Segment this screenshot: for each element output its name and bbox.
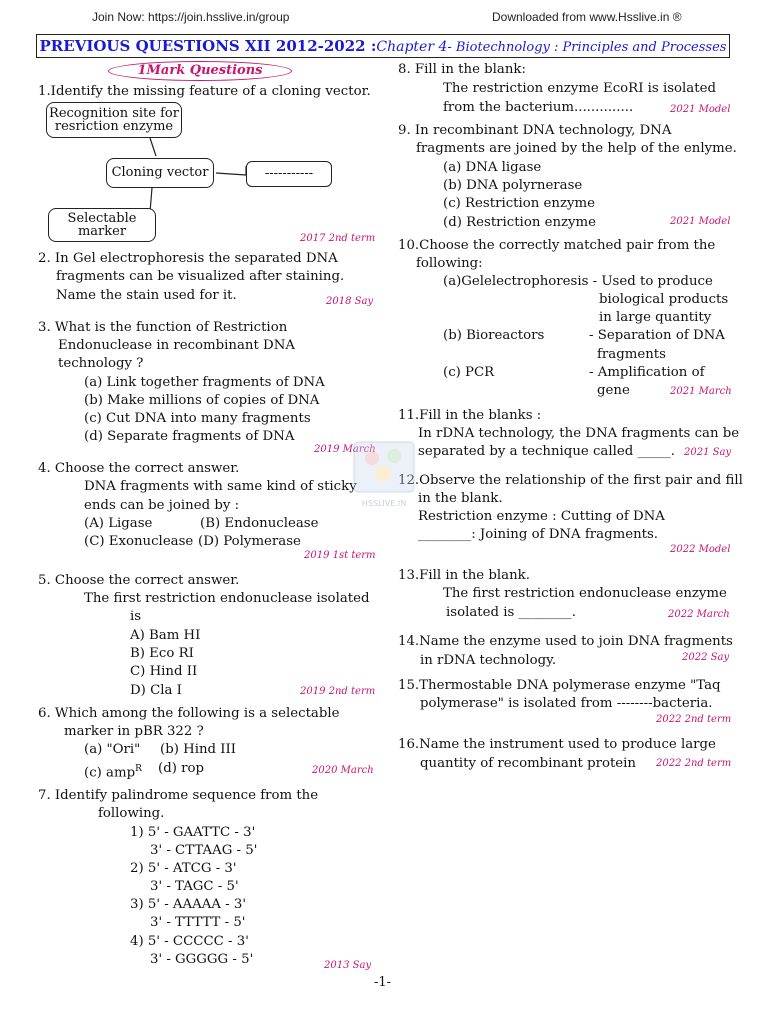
q11-tag: 2021 Say <box>684 447 732 458</box>
q10-row-c: (c) PCR <box>443 365 495 380</box>
connector-blank <box>216 173 246 175</box>
q7-option-3a: 3) 5' - AAAAA - 3' <box>130 897 247 912</box>
q8-tag: 2021 Model <box>670 104 731 115</box>
box-cloning-vector: Cloning vector <box>106 158 214 188</box>
q11-line3: separated by a technique called _____. <box>418 444 675 459</box>
q12-line2: in the blank. <box>418 491 503 506</box>
q15-tag: 2022 2nd term <box>656 714 732 725</box>
q5-option-b: B) Eco RI <box>130 646 194 661</box>
q6-option-c-text: (c) amp <box>84 765 136 781</box>
q3-option-a: (a) Link together fragments of DNA <box>84 375 325 390</box>
q10-row-c-match: - Amplification of <box>589 365 705 380</box>
q7-option-1a: 1) 5' - GAATTC - 3' <box>130 825 256 840</box>
q5-option-d: D) Cla I <box>130 683 182 698</box>
hsslive-watermark-logo <box>352 440 416 512</box>
q9-option-a: (a) DNA ligase <box>443 160 542 175</box>
q9-tag: 2021 Model <box>670 216 731 227</box>
q10-line1: 10.Choose the correctly matched pair from the <box>398 238 716 253</box>
q2-line2: fragments can be visualized after staining. <box>56 269 345 284</box>
q16-line2: quantity of recombinant protein <box>420 756 636 771</box>
title-years: PREVIOUS QUESTIONS XII 2012-2022 : <box>39 37 377 55</box>
q14-tag: 2022 Say <box>682 652 730 663</box>
q10-line2: following: <box>416 256 483 271</box>
q6-line1: 6. Which among the following is a selectable <box>38 706 340 721</box>
q13-line1: 13.Fill in the blank. <box>398 568 530 583</box>
q3-line3: technology ? <box>58 356 144 371</box>
box-selectable-line2: marker <box>77 224 127 239</box>
q4-option-a: (A) Ligase <box>84 516 153 531</box>
q9-line1: 9. In recombinant DNA technology, DNA <box>398 123 672 138</box>
q2-line3: Name the stain used for it. <box>56 288 237 303</box>
q7-option-2a: 2) 5' - ATCG - 3' <box>130 861 237 876</box>
q13-tag: 2022 March <box>668 609 730 620</box>
q6-option-c-sup: R <box>135 764 142 774</box>
q8-line2: The restriction enzyme EcoRI is isolated <box>443 81 716 96</box>
q7-option-2b: 3' - TAGC - 5' <box>150 879 239 894</box>
download-source: Downloaded from www.Hsslive.in ® <box>492 10 682 24</box>
q6-tag: 2020 March <box>312 765 374 776</box>
q7-option-4a: 4) 5' - CCCCC - 3' <box>130 934 249 949</box>
q4-line1: 4. Choose the correct answer. <box>38 461 240 476</box>
q3-line2: Endonuclease in recombinant DNA <box>58 338 295 353</box>
q11-line1: 11.Fill in the blanks : <box>398 408 542 423</box>
watermark-figure-2 <box>387 449 401 463</box>
q7-line1: 7. Identify palindrome sequence from the <box>38 788 319 803</box>
title-chapter: Chapter 4 <box>376 39 448 55</box>
q9-line2: fragments are joined by the help of the enlyme. <box>416 141 737 156</box>
q10-row-a3: in large quantity <box>599 310 712 325</box>
q10-row-b2: fragments <box>597 347 666 362</box>
q3-tag: 2019 March <box>314 444 376 455</box>
q15-line2: polymerase" is isolated from --------bacteria. <box>420 696 713 711</box>
q7-tag: 2013 Say <box>324 960 372 971</box>
q4-line2: DNA fragments with same kind of sticky <box>84 479 357 494</box>
q2-tag: 2018 Say <box>326 296 374 307</box>
q13-line3: isolated is ________. <box>446 605 576 620</box>
box-recognition-line1: Recognition site for <box>49 106 179 121</box>
q7-option-3b: 3' - TTTTT - 5' <box>150 915 246 930</box>
q4-option-b: (B) Endonuclease <box>200 516 319 531</box>
watermark-figure-3 <box>375 466 391 482</box>
q1-tag: 2017 2nd term <box>300 233 376 244</box>
q3-option-c: (c) Cut DNA into many fragments <box>84 411 311 426</box>
q6-line2: marker in pBR 322 ? <box>64 724 204 739</box>
section-title: 1Mark Questions <box>108 61 292 81</box>
q9-option-c: (c) Restriction enzyme <box>443 196 595 211</box>
q12-line1: 12.Observe the relationship of the first pair and fill <box>398 473 743 488</box>
watermark-text: HSSLIVE.IN <box>361 499 407 508</box>
q4-option-d: (D) Polymerase <box>198 534 301 549</box>
q15-line1: 15.Thermostable DNA polymerase enzyme "Taq <box>398 678 721 693</box>
q10-row-c2: gene <box>597 383 630 398</box>
q5-line3: is <box>130 609 142 624</box>
q10-row-b-match: - Separation of DNA <box>589 328 725 343</box>
q16-tag: 2022 2nd term <box>656 758 732 769</box>
q8-line3: from the bacterium.............. <box>443 100 634 115</box>
q16-line1: 16.Name the instrument used to produce large <box>398 737 716 752</box>
q5-option-a: A) Bam HI <box>130 628 201 643</box>
q6-option-b: (b) Hind III <box>160 742 237 757</box>
q9-option-d: (d) Restriction enzyme <box>443 215 597 230</box>
q3-option-d: (d) Separate fragments of DNA <box>84 429 295 444</box>
connector-recognition <box>150 138 156 156</box>
q10-row-a2: biological products <box>599 292 729 307</box>
box-missing-feature: ----------- <box>246 161 332 187</box>
q7-option-4b: 3' - GGGGG - 5' <box>150 952 254 967</box>
top-bar <box>0 10 768 28</box>
q12-line4: ________: Joining of DNA fragments. <box>418 527 659 542</box>
title-topic: - Biotechnology : Principles and Processes <box>447 40 727 55</box>
q2-line1: 2. In Gel electrophoresis the separated DNA <box>38 251 338 266</box>
page-title <box>36 34 730 58</box>
q1-text: 1.Identify the missing feature of a cloning vector. <box>38 84 371 99</box>
box-selectable-marker <box>48 208 156 242</box>
page-number: -1- <box>374 975 392 990</box>
join-link[interactable]: Join Now: https://join.hsslive.in/group <box>92 10 290 24</box>
q8-line1: 8. Fill in the blank: <box>398 62 526 77</box>
watermark-figure-1 <box>365 451 379 465</box>
q14-line1: 14.Name the enzyme used to join DNA fragments <box>398 634 733 649</box>
q14-line2: in rDNA technology. <box>420 653 557 668</box>
box-recognition-line2: resriction enzyme <box>54 119 174 134</box>
q4-tag: 2019 1st term <box>304 550 376 561</box>
q5-line2: The first restriction endonuclease isolated <box>84 591 370 606</box>
q10-row-b: (b) Bioreactors <box>443 328 545 343</box>
q4-line3: ends can be joined by : <box>84 498 240 513</box>
q7-option-1b: 3' - CTTAAG - 5' <box>150 843 258 858</box>
q9-option-b: (b) DNA polyrnerase <box>443 178 583 193</box>
q13-line2: The first restriction endonuclease enzyme <box>443 586 727 601</box>
q10-row-a: (a)Gelelectrophoresis - Used to produce <box>443 274 713 289</box>
q6-option-d: (d) rop <box>158 761 204 776</box>
q10-tag: 2021 March <box>670 386 732 397</box>
q11-line2: In rDNA technology, the DNA fragments can be <box>418 426 740 441</box>
q3-option-b: (b) Make millions of copies of DNA <box>84 393 320 408</box>
q7-line2: following. <box>98 806 165 821</box>
q5-line1: 5. Choose the correct answer. <box>38 573 240 588</box>
box-recognition-site <box>46 102 182 138</box>
q6-option-a: (a) "Ori" <box>84 742 141 757</box>
q3-line1: 3. What is the function of Restriction <box>38 320 288 335</box>
q4-option-c: (C) Exonuclease <box>84 534 194 549</box>
box-selectable-line1: Selectable <box>67 211 137 226</box>
q5-tag: 2019 2nd term <box>300 686 376 697</box>
q12-tag: 2022 Model <box>670 544 731 555</box>
q6-option-c <box>84 760 142 782</box>
q5-option-c: C) Hind II <box>130 664 198 679</box>
q12-line3: Restriction enzyme : Cutting of DNA <box>418 509 665 524</box>
